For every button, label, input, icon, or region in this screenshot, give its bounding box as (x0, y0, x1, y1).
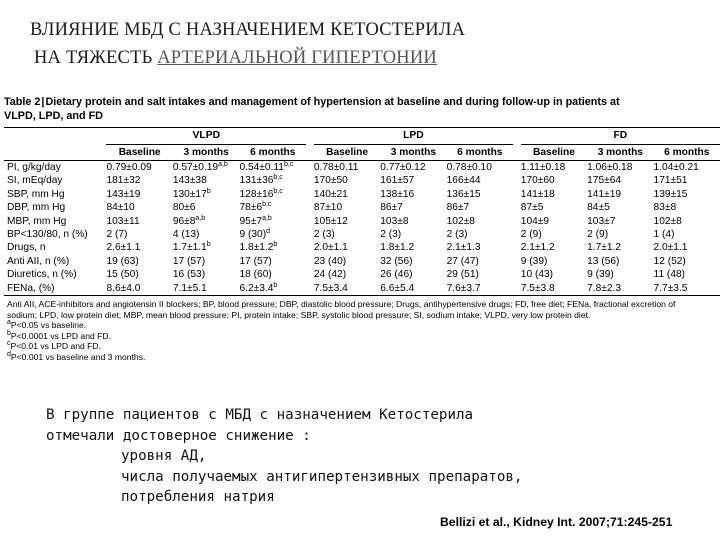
column-header: 3 months (173, 145, 240, 161)
column-header: 6 months (447, 145, 513, 161)
column-header: 3 months (587, 145, 653, 161)
table-cell: 141±19 (587, 188, 622, 200)
table-cell: 0.79±0.09 (106, 162, 152, 173)
table-footnotes (4, 299, 717, 363)
table-cell: 175±64 (587, 175, 622, 187)
table-cell: 9 (39) (587, 269, 614, 281)
table-cell: 86±7 (446, 202, 470, 214)
table-cell: 1.8±1.2$^b$ (239, 241, 278, 254)
table-cell: 83±8 (653, 202, 677, 214)
sig-note: $^a$P<0.05 vs baseline. (7, 319, 87, 331)
table-cell: 102±8 (653, 215, 682, 227)
table-cell: 7.8±2.3 (587, 282, 653, 296)
table-cell: 0.78±0.11 (313, 162, 359, 173)
table-cell: 1.04±0.21 (653, 162, 699, 173)
table-cell: 80±6 (172, 202, 196, 214)
table-cell: 2.0±1.1 (653, 242, 688, 254)
table-cell: 32 (56) (380, 255, 413, 267)
table-cell: 17 (57) (172, 255, 206, 267)
row-label: Drugs, n (7, 242, 46, 254)
table-row (4, 188, 720, 201)
table-cell: 166±44 (446, 175, 481, 187)
table-cell: 29 (51) (446, 269, 479, 281)
summary-item: потребления натрия (121, 489, 275, 505)
table-cell: 7.1±5.1 (173, 282, 240, 296)
table-row (4, 241, 720, 254)
table-cell: 4 (13) (172, 229, 200, 241)
table-cell: 0.77±0.12 (380, 162, 426, 173)
row-label: Diuretics, n (%) (7, 269, 77, 281)
table-row (4, 201, 720, 214)
group-header: VLPD (106, 128, 306, 145)
table-cell: 13 (56) (587, 255, 620, 267)
column-header: 6 months (654, 145, 720, 161)
row-label: BP<130/80, n (%) (7, 229, 88, 241)
table-cell: 138±16 (380, 188, 415, 200)
table-cell: 18 (60) (239, 269, 272, 281)
table-cell: 7.5±3.4 (314, 282, 380, 296)
table-body (4, 161, 720, 296)
row-label: MBP, mm Hg (7, 215, 67, 227)
table-cell: 143±38 (172, 175, 207, 187)
table-cell: 7.5±3.8 (521, 282, 587, 296)
table-cell: 181±32 (106, 175, 141, 187)
table-cell: 86±7 (380, 202, 403, 214)
table-cell: 102±8 (446, 215, 475, 227)
column-header: Baseline (106, 145, 172, 161)
table-row (4, 161, 720, 175)
table-row (4, 282, 720, 296)
table-cell: 12 (52) (653, 255, 686, 267)
group-header: LPD (314, 128, 513, 145)
table-cell: 10 (43) (520, 269, 554, 281)
summary-line: В группе пациентов с МБД с назначением Кетостерила (46, 407, 474, 423)
row-label: Anti AII, n (%) (7, 255, 70, 267)
table-row (4, 228, 720, 241)
title-line-1: ВЛИЯНИЕ МБД С НАЗНАЧЕНИЕМ КЕТОСТЕРИЛА (30, 20, 466, 40)
table-label: Table 2 (4, 96, 41, 108)
row-label: DBP, mm Hg (7, 202, 66, 214)
column-header: 3 months (380, 145, 446, 161)
table-cell: 2 (3) (313, 229, 335, 241)
summary-item: числа получаемых антигипертензивных препаратов, (121, 468, 523, 485)
table-cell: 27 (47) (446, 255, 479, 267)
table-caption-line-1: Dietary protein and salt intakes and management of hypertension at baseline and during follow-up in patients at (45, 96, 620, 108)
table-cell: 103±8 (380, 215, 409, 227)
table-cell: 24 (42) (313, 269, 347, 281)
table-cell: 171±51 (653, 175, 688, 187)
footnote-line: sodium; LPD, low protein diet; MBP, mean blood pressure; PI, protein intake; SBP, systolic blood pressure; SI, sodium intake; VLPD, very low protein diet. (7, 309, 591, 320)
column-header: 6 months (239, 145, 306, 161)
row-label: FENa, (%) (4, 282, 106, 296)
table-cell: $78\pm 6^{b,c}$ (239, 201, 272, 214)
table-row (4, 255, 720, 268)
table-cell: 7.6±3.7 (447, 282, 513, 296)
table-cell: 170±50 (313, 175, 348, 187)
table-cell: 2.0±1.1 (313, 242, 348, 254)
table-cell: 0.78±0.10 (446, 162, 492, 173)
citation: Bellizi et al., Kidney Int. 2007;71:245-251 (440, 515, 673, 529)
table-cell: $130\pm 17^b$ (172, 187, 211, 200)
table-cell: 6.2±3.4$^b$ (239, 282, 306, 296)
group-header: FD (521, 128, 720, 145)
row-label: PI, g/kg/day (7, 162, 61, 173)
table-cell: 103±7 (587, 215, 616, 227)
table-cell: 1.06±0.18 (587, 162, 633, 173)
table-cell: 143±19 (106, 188, 141, 200)
table-cell: 1.11±0.18 (520, 162, 566, 173)
table-cell: 1 (4) (653, 229, 675, 241)
table-cell: 1.7±1.1$^b$ (172, 241, 211, 254)
table-cell: $0.54\pm 0.11^{b,c}$ (239, 161, 294, 173)
results-table (4, 127, 720, 296)
table-cell: 1.8±1.2 (380, 242, 415, 254)
table-cell: 6.6±5.4 (380, 282, 446, 296)
table-cell: 84±5 (587, 202, 610, 214)
table-cell: 9 $(30)^d$ (239, 228, 271, 241)
table-cell: 7.7±3.5 (654, 282, 720, 296)
table-cell: 84±10 (106, 202, 135, 214)
table-cell: 161±57 (380, 175, 415, 187)
header-spacer (4, 128, 106, 145)
table-row (4, 174, 720, 187)
title-line-2-link[interactable]: АРТЕРИАЛЬНОЙ ГИПЕРТОНИИ (157, 48, 437, 68)
table-caption-line-2: VLPD, LPD, and FD (4, 110, 103, 122)
table-cell: $95\pm 7^{a,b}$ (239, 214, 272, 227)
table-cell: 87±5 (520, 202, 544, 214)
title-line-2-plain: НА ТЯЖЕСТЬ (34, 48, 158, 68)
table-cell: 87±10 (313, 202, 343, 214)
table-cell: 2 (9) (520, 229, 542, 241)
row-label: SI, mEq/day (7, 175, 63, 187)
title-line-2 (30, 44, 670, 72)
table-cell: 9 (39) (520, 255, 548, 267)
table-cell: 8.6±4.0 (106, 282, 172, 296)
table-cell: 2 (9) (587, 229, 609, 241)
table-row (4, 268, 720, 281)
table-cell: 23 (40) (313, 255, 347, 267)
table-cell: 105±12 (313, 215, 348, 227)
table-cell: 103±11 (106, 215, 140, 227)
column-header: Baseline (521, 145, 587, 161)
table-cell: $0.57\pm 0.19^{a,b}$ (172, 161, 228, 173)
table-figure (4, 95, 720, 363)
footnote-line: Anti AII, ACE-inhibitors and angiotensin II blockers; BP, blood pressure; DBP, diastolic blood pressure; Drugs, antihypertensive drugs; FD, free diet; FENa, fractional excretion of (7, 299, 676, 310)
table-cell: 2 (7) (106, 229, 128, 241)
table-cell: 170±60 (520, 175, 555, 187)
table-cell: 15 (50) (106, 269, 139, 281)
table-cell: 139±15 (653, 188, 688, 200)
sig-note: $^b$P<0.0001 vs LPD and FD. (7, 329, 111, 341)
table-cell: 104±9 (520, 215, 550, 227)
table-cell: 2.1±1.3 (446, 242, 481, 254)
table-row (4, 215, 720, 228)
summary-line: отмечали достоверное снижение : (46, 427, 311, 444)
table-cell: 1.7±1.2 (587, 242, 622, 254)
table-cell: 140±21 (313, 188, 348, 200)
slide-title (30, 16, 670, 72)
table-cell: 136±15 (446, 188, 481, 200)
table-cell: 11 (48) (653, 269, 686, 281)
table-cell: 2.1±1.2 (520, 242, 555, 254)
table-cell: 2 (3) (446, 229, 468, 241)
table-caption: Table 2|Dietary protein and salt intakes and management of hypertension at baseline and during follow-up in patients at VLPD, LPD, and FD (4, 95, 720, 123)
summary-text (46, 405, 522, 508)
table-cell: $96\pm 8^{a,b}$ (172, 214, 206, 227)
table-cell: 2 (3) (380, 229, 402, 241)
table-cell: 17 (57) (239, 255, 272, 267)
sig-note: $^d$P<0.001 vs baseline and 3 months. (7, 351, 146, 363)
column-header: Baseline (314, 145, 380, 161)
table-cell: 141±18 (520, 188, 555, 200)
table-cell: $128\pm 16^{b,c}$ (239, 187, 283, 200)
table-cell: 2.6±1.1 (106, 242, 141, 254)
table-cell: 16 (53) (172, 269, 206, 281)
table-cell: 19 (63) (106, 255, 139, 267)
sig-note: $^c$P<0.01 vs LPD and FD. (7, 340, 102, 352)
table-cell: $131\pm 36^{b,c}$ (239, 174, 283, 187)
summary-item: уровня АД, (121, 448, 207, 464)
table-cell: 26 (46) (380, 269, 413, 281)
row-label: SBP, mm Hg (7, 188, 65, 200)
